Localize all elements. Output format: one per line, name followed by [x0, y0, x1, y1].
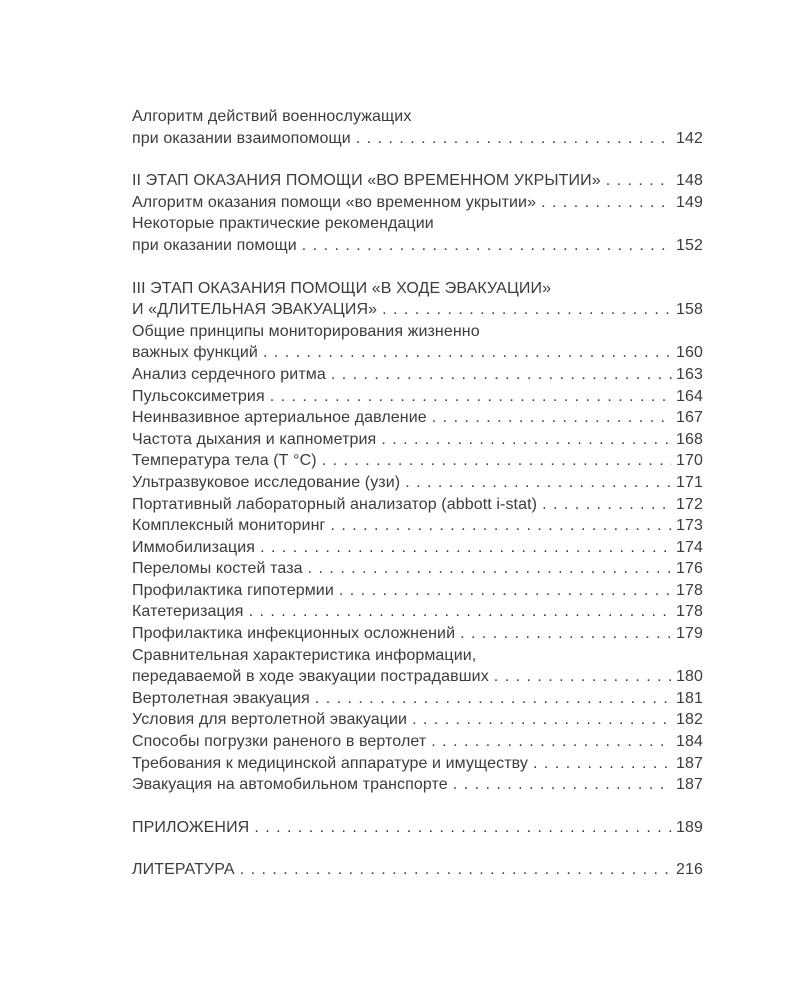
toc-entry-title: Профилактика инфекционных осложнений — [132, 625, 456, 643]
dot-leader — [315, 688, 672, 710]
toc-entry — [132, 106, 703, 128]
toc-entry-page: 176 — [676, 560, 703, 578]
toc-heading — [132, 278, 703, 300]
toc-entry-title: Температура тела (Т °С) — [132, 452, 317, 470]
toc-entry-page: 181 — [676, 689, 703, 707]
toc-entry-title: ЛИТЕРАТУРА — [132, 861, 235, 879]
toc-entry-page: 148 — [676, 172, 703, 190]
toc-section — [132, 817, 703, 839]
toc-entry-page: 168 — [676, 430, 703, 448]
toc-entry — [132, 386, 703, 408]
toc-entry — [132, 128, 703, 150]
toc-entry-title: ПРИЛОЖЕНИЯ — [132, 818, 250, 836]
toc-entry — [132, 623, 703, 645]
toc-entry-title: III ЭТАП ОКАЗАНИЯ ПОМОЩИ «В ХОДЕ ЭВАКУАЦИИ» — [132, 279, 552, 297]
dot-leader — [381, 429, 672, 451]
toc-entry — [132, 537, 703, 559]
toc-entry — [132, 709, 703, 731]
toc-entry-page: 167 — [676, 409, 703, 427]
toc-entry — [132, 666, 703, 688]
toc-entry — [132, 321, 703, 343]
toc-entry-title: И «ДЛИТЕЛЬНАЯ ЭВАКУАЦИЯ» — [132, 301, 378, 319]
toc-entry-title: Катетеризация — [132, 603, 244, 621]
toc-entry — [132, 558, 703, 580]
toc-heading — [132, 817, 703, 839]
toc-entry-title: Алгоритм оказания помощи «во временном укрытии» — [132, 193, 537, 211]
toc-entry — [132, 774, 703, 796]
toc-entry-title: Портативный лабораторный анализатор (abbott i-stat) — [132, 495, 538, 513]
toc-entry-page: 160 — [676, 344, 703, 362]
dot-leader — [356, 128, 672, 150]
dot-leader — [254, 817, 672, 839]
table-of-contents — [132, 106, 703, 881]
toc-entry-title: Неинвазивное артериальное давление — [132, 409, 427, 427]
dot-leader — [263, 342, 672, 364]
toc-section — [132, 170, 703, 256]
toc-section — [132, 278, 703, 796]
dot-leader — [322, 450, 672, 472]
toc-entry-page: 187 — [676, 754, 703, 772]
toc-entry-title: Общие принципы мониторирования жизненно — [132, 322, 480, 340]
toc-entry-title: Частота дыхания и капнометрия — [132, 430, 377, 448]
toc-section — [132, 106, 703, 149]
toc-entry — [132, 364, 703, 386]
toc-entry-page: 173 — [676, 517, 703, 535]
toc-entry-page: 149 — [676, 193, 703, 211]
dot-leader — [302, 235, 672, 257]
toc-entry-title: Профилактика гипотермии — [132, 581, 334, 599]
toc-entry — [132, 515, 703, 537]
toc-entry-page: 152 — [676, 236, 703, 254]
dot-leader — [494, 666, 672, 688]
toc-entry-title: Пульсоксиметрия — [132, 387, 265, 405]
toc-entry-page: 184 — [676, 733, 703, 751]
toc-entry — [132, 645, 703, 667]
toc-entry — [132, 213, 703, 235]
toc-entry-page: 171 — [676, 473, 703, 491]
toc-entry-title: при оказании помощи — [132, 236, 297, 254]
toc-entry-title: Условия для вертолетной эвакуации — [132, 711, 408, 729]
toc-entry-page: 189 — [676, 818, 703, 836]
dot-leader — [533, 753, 672, 775]
toc-entry — [132, 580, 703, 602]
toc-entry-title: при оказании взаимопомощи — [132, 129, 351, 147]
toc-entry-title: Иммобилизация — [132, 538, 256, 556]
toc-entry-page: 178 — [676, 581, 703, 599]
toc-entry-page: 163 — [676, 365, 703, 383]
toc-entry — [132, 688, 703, 710]
toc-entry — [132, 450, 703, 472]
toc-entry-title: передаваемой в ходе эвакуации пострадавших — [132, 668, 489, 686]
dot-leader — [249, 601, 672, 623]
dot-leader — [542, 494, 672, 516]
dot-leader — [331, 364, 672, 386]
toc-entry-page: 216 — [676, 861, 703, 879]
toc-heading — [132, 170, 703, 192]
toc-entry-title: II ЭТАП ОКАЗАНИЯ ПОМОЩИ «ВО ВРЕМЕННОМ УКРЫТИИ» — [132, 172, 601, 190]
toc-entry-page: 182 — [676, 711, 703, 729]
toc-entry-page: 187 — [676, 776, 703, 794]
toc-entry-page: 179 — [676, 625, 703, 643]
toc-entry-title: важных функций — [132, 344, 258, 362]
toc-entry-page: 158 — [676, 301, 703, 319]
toc-entry-page: 178 — [676, 603, 703, 621]
dot-leader — [431, 731, 672, 753]
dot-leader — [260, 537, 672, 559]
dot-leader — [308, 558, 672, 580]
dot-leader — [541, 192, 672, 214]
toc-entry-title: Комплексный мониторинг — [132, 517, 326, 535]
toc-heading — [132, 859, 703, 881]
toc-entry-title: Требования к медицинской аппаратуре и имуществу — [132, 754, 529, 772]
toc-entry-title: Вертолетная эвакуация — [132, 689, 310, 707]
toc-entry — [132, 753, 703, 775]
dot-leader — [412, 709, 672, 731]
toc-section — [132, 859, 703, 881]
toc-entry-title: Некоторые практические рекомендации — [132, 215, 434, 233]
toc-entry-page: 172 — [676, 495, 703, 513]
toc-entry — [132, 731, 703, 753]
dot-leader — [330, 515, 672, 537]
toc-entry — [132, 472, 703, 494]
toc-entry-title: Алгоритм действий военнослужащих — [132, 108, 412, 125]
toc-entry — [132, 494, 703, 516]
toc-entry-title: Сравнительная характеристика информации, — [132, 646, 477, 664]
dot-leader — [460, 623, 672, 645]
toc-entry-page: 170 — [676, 452, 703, 470]
toc-entry-title: Анализ сердечного ритма — [132, 365, 326, 383]
toc-entry-page: 164 — [676, 387, 703, 405]
toc-entry-page: 142 — [676, 129, 703, 147]
toc-entry — [132, 407, 703, 429]
dot-leader — [339, 580, 672, 602]
toc-entry-title: Эвакуация на автомобильном транспорте — [132, 776, 448, 794]
toc-entry — [132, 429, 703, 451]
toc-heading — [132, 299, 703, 321]
dot-leader — [240, 859, 672, 881]
toc-entry-page: 174 — [676, 538, 703, 556]
dot-leader — [382, 299, 672, 321]
dot-leader — [405, 472, 672, 494]
dot-leader — [453, 774, 672, 796]
toc-entry-title: Переломы костей таза — [132, 560, 303, 578]
dot-leader — [270, 386, 672, 408]
toc-entry-title: Способы погрузки раненого в вертолет — [132, 733, 427, 751]
toc-entry — [132, 342, 703, 364]
toc-entry — [132, 235, 703, 257]
toc-entry-title: Ультразвуковое исследование (узи) — [132, 473, 401, 491]
toc-entry-page: 180 — [676, 668, 703, 686]
dot-leader — [432, 407, 672, 429]
dot-leader — [606, 170, 672, 192]
toc-entry — [132, 601, 703, 623]
toc-entry — [132, 192, 703, 214]
